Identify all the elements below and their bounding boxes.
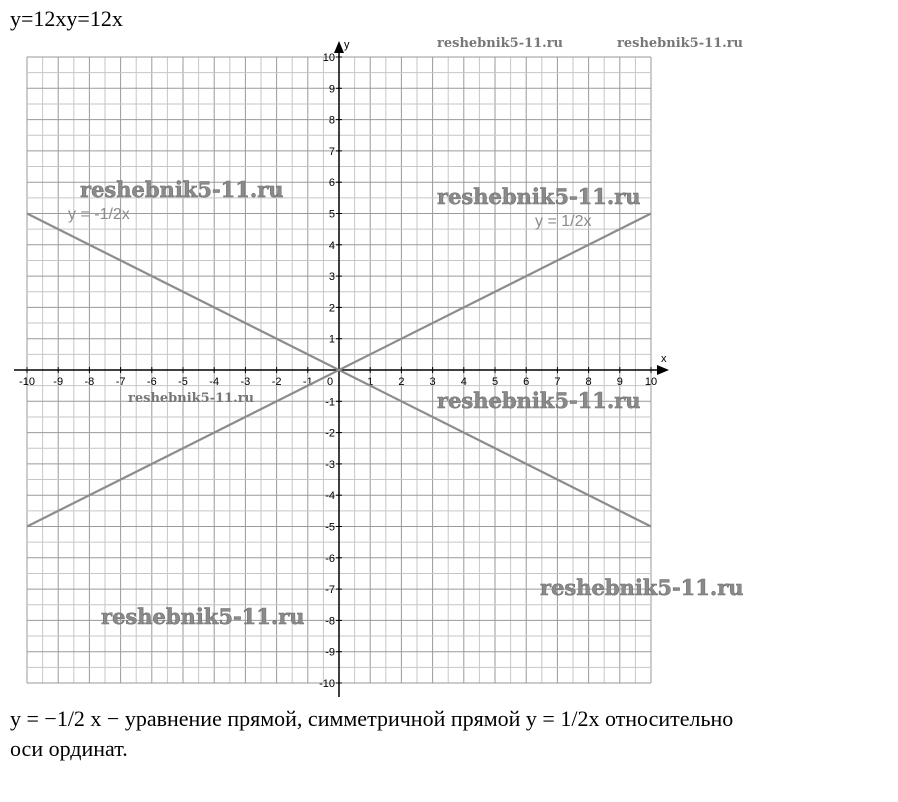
x-tick-label: 5 bbox=[491, 376, 499, 388]
x-tick-label: -9 bbox=[53, 376, 64, 388]
watermark: reshebnik5-11.ru bbox=[128, 391, 255, 406]
y-tick-label: 3 bbox=[328, 271, 335, 284]
y-tick-label: -3 bbox=[325, 458, 335, 471]
x-tick-label: -2 bbox=[271, 376, 282, 388]
x-tick-label: 6 bbox=[523, 376, 530, 388]
watermark: reshebnik5-11.ru bbox=[540, 575, 744, 600]
x-tick-label: 2 bbox=[398, 376, 405, 388]
watermark: reshebnik5-11.ru bbox=[101, 604, 305, 629]
watermark: reshebnik5-11.ru bbox=[80, 177, 284, 202]
x-tick-label: -5 bbox=[178, 376, 188, 388]
x-tick-label: -7 bbox=[115, 376, 126, 388]
x-tick-label: 0 bbox=[326, 376, 334, 388]
y-tick-label: 5 bbox=[328, 208, 335, 221]
y-tick-label: -6 bbox=[325, 552, 335, 565]
series-label-negative: y = -1/2x bbox=[68, 206, 130, 223]
y-tick-label: -9 bbox=[325, 646, 335, 659]
x-tick-label: 3 bbox=[429, 376, 436, 388]
y-tick-label: -2 bbox=[325, 427, 335, 440]
y-tick-label: -7 bbox=[325, 584, 335, 597]
page-title: y=12xy=12x bbox=[10, 6, 123, 31]
x-tick-label: -4 bbox=[209, 376, 220, 388]
x-axis-arrow bbox=[657, 365, 669, 375]
caption-line-1: y = −1/2 x − уравнение прямой, симметричной прямой y = 1/2x относительно bbox=[10, 706, 734, 731]
watermark: reshebnik5-11.ru bbox=[437, 184, 641, 209]
x-tick-label: -1 bbox=[302, 376, 313, 388]
y-tick-label: 7 bbox=[328, 145, 335, 158]
x-tick-label: 8 bbox=[585, 376, 592, 388]
watermark: reshebnik5-11.ru bbox=[617, 36, 744, 51]
y-tick-label: 6 bbox=[328, 177, 335, 190]
y-axis-arrow bbox=[334, 41, 344, 53]
x-tick-label: 1 bbox=[367, 376, 374, 388]
x-tick-label: 4 bbox=[460, 376, 467, 388]
chart bbox=[0, 36, 898, 704]
y-axis-label: y bbox=[344, 39, 350, 51]
watermark: reshebnik5-11.ru bbox=[437, 388, 641, 413]
y-tick-label: 8 bbox=[328, 114, 335, 127]
x-tick-label: -6 bbox=[146, 376, 157, 388]
y-tick-label: 9 bbox=[328, 83, 335, 96]
x-tick-label: -3 bbox=[240, 376, 251, 388]
y-tick-label: 1 bbox=[328, 333, 335, 346]
watermark: reshebnik5-11.ru bbox=[437, 36, 564, 51]
x-tick-label: 9 bbox=[616, 376, 623, 388]
y-tick-label: 4 bbox=[328, 239, 335, 252]
x-tick-label: 10 bbox=[644, 376, 658, 388]
y-tick-label: -1 bbox=[325, 396, 335, 409]
x-axis-label: x bbox=[661, 353, 667, 365]
series-label-positive: y = 1/2x bbox=[535, 213, 592, 230]
y-tick-label: -5 bbox=[325, 521, 335, 534]
y-tick-label: 2 bbox=[328, 302, 335, 315]
caption-line-2: оси ординат. bbox=[10, 736, 128, 761]
y-tick-label: -4 bbox=[325, 490, 335, 503]
y-tick-label: -8 bbox=[325, 615, 335, 628]
x-tick-label: -10 bbox=[19, 376, 35, 388]
x-tick-label: -8 bbox=[84, 376, 95, 388]
x-tick-label: 7 bbox=[554, 376, 561, 388]
y-tick-label: 10 bbox=[322, 52, 335, 64]
caption bbox=[10, 704, 894, 764]
y-tick-label: -10 bbox=[319, 678, 335, 690]
